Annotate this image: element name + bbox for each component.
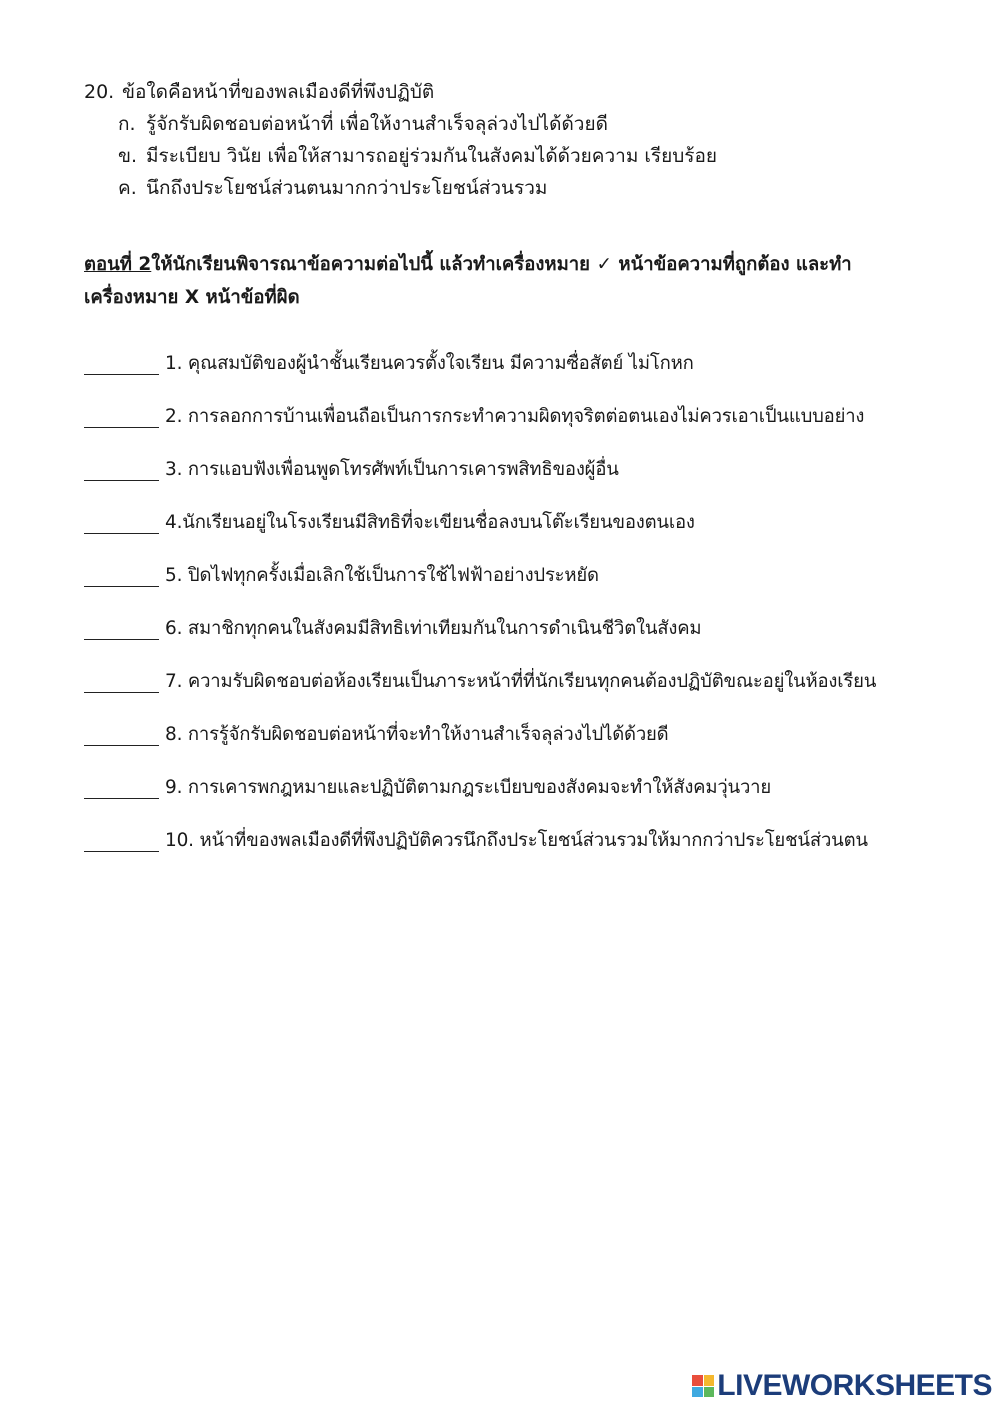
answer-blank[interactable] [84, 452, 159, 481]
logo-text: LIVEWORKSHEETS [717, 1369, 992, 1402]
choice-kho [84, 140, 717, 172]
item-text: 5. ปิดไฟทุกครั้งเมื่อเลิกใช้เป็นการใช้ไฟฟ้าอย่างประหยัด [165, 565, 599, 586]
list-item [84, 558, 984, 611]
liveworksheets-logo [692, 1369, 992, 1403]
question-stem [84, 76, 717, 108]
list-item [84, 823, 984, 876]
list-item [84, 664, 984, 717]
item-text: 2. การลอกการบ้านเพื่อนถือเป็นการกระทำความผิดทุจริตต่อตนเองไม่ควรเอาเป็นแบบอย่าง [165, 406, 865, 427]
list-item [84, 346, 984, 399]
liveworksheets-logo-icon [692, 1375, 714, 1397]
choice-ko [84, 108, 717, 140]
answer-blank[interactable] [84, 823, 159, 852]
logo-square [704, 1375, 715, 1386]
choice-text: มีระเบียบ วินัย เพื่อให้สามารถอยู่ร่วมกันในสังคมได้ด้วยความ เรียบร้อย [146, 145, 718, 167]
answer-blank[interactable] [84, 770, 159, 799]
true-false-list [84, 346, 984, 876]
question-text: ข้อใดคือหน้าที่ของพลเมืองดีที่พึงปฏิบัติ [122, 81, 435, 103]
list-item [84, 452, 984, 505]
item-text: 8. การรู้จักรับผิดชอบต่อหน้าที่จะทำให้งานสำเร็จลุล่วงไปได้ด้วยดี [165, 724, 669, 745]
part2-label: ตอนที่ 2 [84, 254, 152, 275]
logo-square [704, 1387, 715, 1398]
answer-blank[interactable] [84, 664, 159, 693]
answer-blank[interactable] [84, 717, 159, 746]
part2-instructions [84, 248, 904, 314]
item-text: 7. ความรับผิดชอบต่อห้องเรียนเป็นภาระหน้าที่ที่นักเรียนทุกคนต้องปฏิบัติขณะอยู่ในห้องเรียน [165, 671, 877, 692]
answer-blank[interactable] [84, 558, 159, 587]
choice-text: นึกถึงประโยชน์ส่วนตนมากกว่าประโยชน์ส่วนรวม [146, 177, 548, 199]
answer-blank[interactable] [84, 505, 159, 534]
instructions-line-2: เครื่องหมาย X หน้าข้อที่ผิด [84, 287, 300, 308]
item-text: 9. การเคารพกฎหมายและปฏิบัติตามกฎระเบียบของสังคมจะทำให้สังคมวุ่นวาย [165, 777, 771, 798]
item-text: 4.นักเรียนอยู่ในโรงเรียนมีสิทธิที่จะเขียนชื่อลงบนโต๊ะเรียนของตนเอง [165, 512, 695, 533]
choice-letter: ก. [118, 113, 136, 135]
question-number: 20. [84, 81, 115, 103]
answer-blank[interactable] [84, 346, 159, 375]
item-text: 10. หน้าที่ของพลเมืองดีที่พึงปฏิบัติควรนึกถึงประโยชน์ส่วนรวมให้มากกว่าประโยชน์ส่วนตน [165, 830, 868, 851]
item-text: 1. คุณสมบัติของผู้นำชั้นเรียนควรตั้งใจเรียน มีความซื่อสัตย์ ไม่โกหก [165, 353, 694, 374]
answer-blank[interactable] [84, 611, 159, 640]
instructions-text: ให้นักเรียนพิจารณาข้อความต่อไปนี้ แล้วทำเครื่องหมาย ✓ หน้าข้อความที่ถูกต้อง และทำ [151, 254, 852, 275]
logo-square [692, 1387, 703, 1398]
choice-text: รู้จักรับผิดชอบต่อหน้าที่ เพื่อให้งานสำเร็จลุล่วงไปได้ด้วยดี [146, 113, 608, 135]
choice-kho-khwai [84, 172, 717, 204]
list-item [84, 399, 984, 452]
item-text: 6. สมาชิกทุกคนในสังคมมีสิทธิเท่าเทียมกันในการดำเนินชีวิตในสังคม [165, 618, 702, 639]
list-item [84, 505, 984, 558]
item-text: 3. การแอบฟังเพื่อนพูดโทรศัพท์เป็นการเคารพสิทธิของผู้อื่น [165, 459, 619, 480]
list-item [84, 770, 984, 823]
instructions-line-1 [84, 248, 904, 281]
question-20 [84, 76, 717, 204]
list-item [84, 717, 984, 770]
choice-letter: ค. [118, 177, 137, 199]
list-item [84, 611, 984, 664]
choice-letter: ข. [118, 145, 138, 167]
logo-square [692, 1375, 703, 1386]
answer-blank[interactable] [84, 399, 159, 428]
